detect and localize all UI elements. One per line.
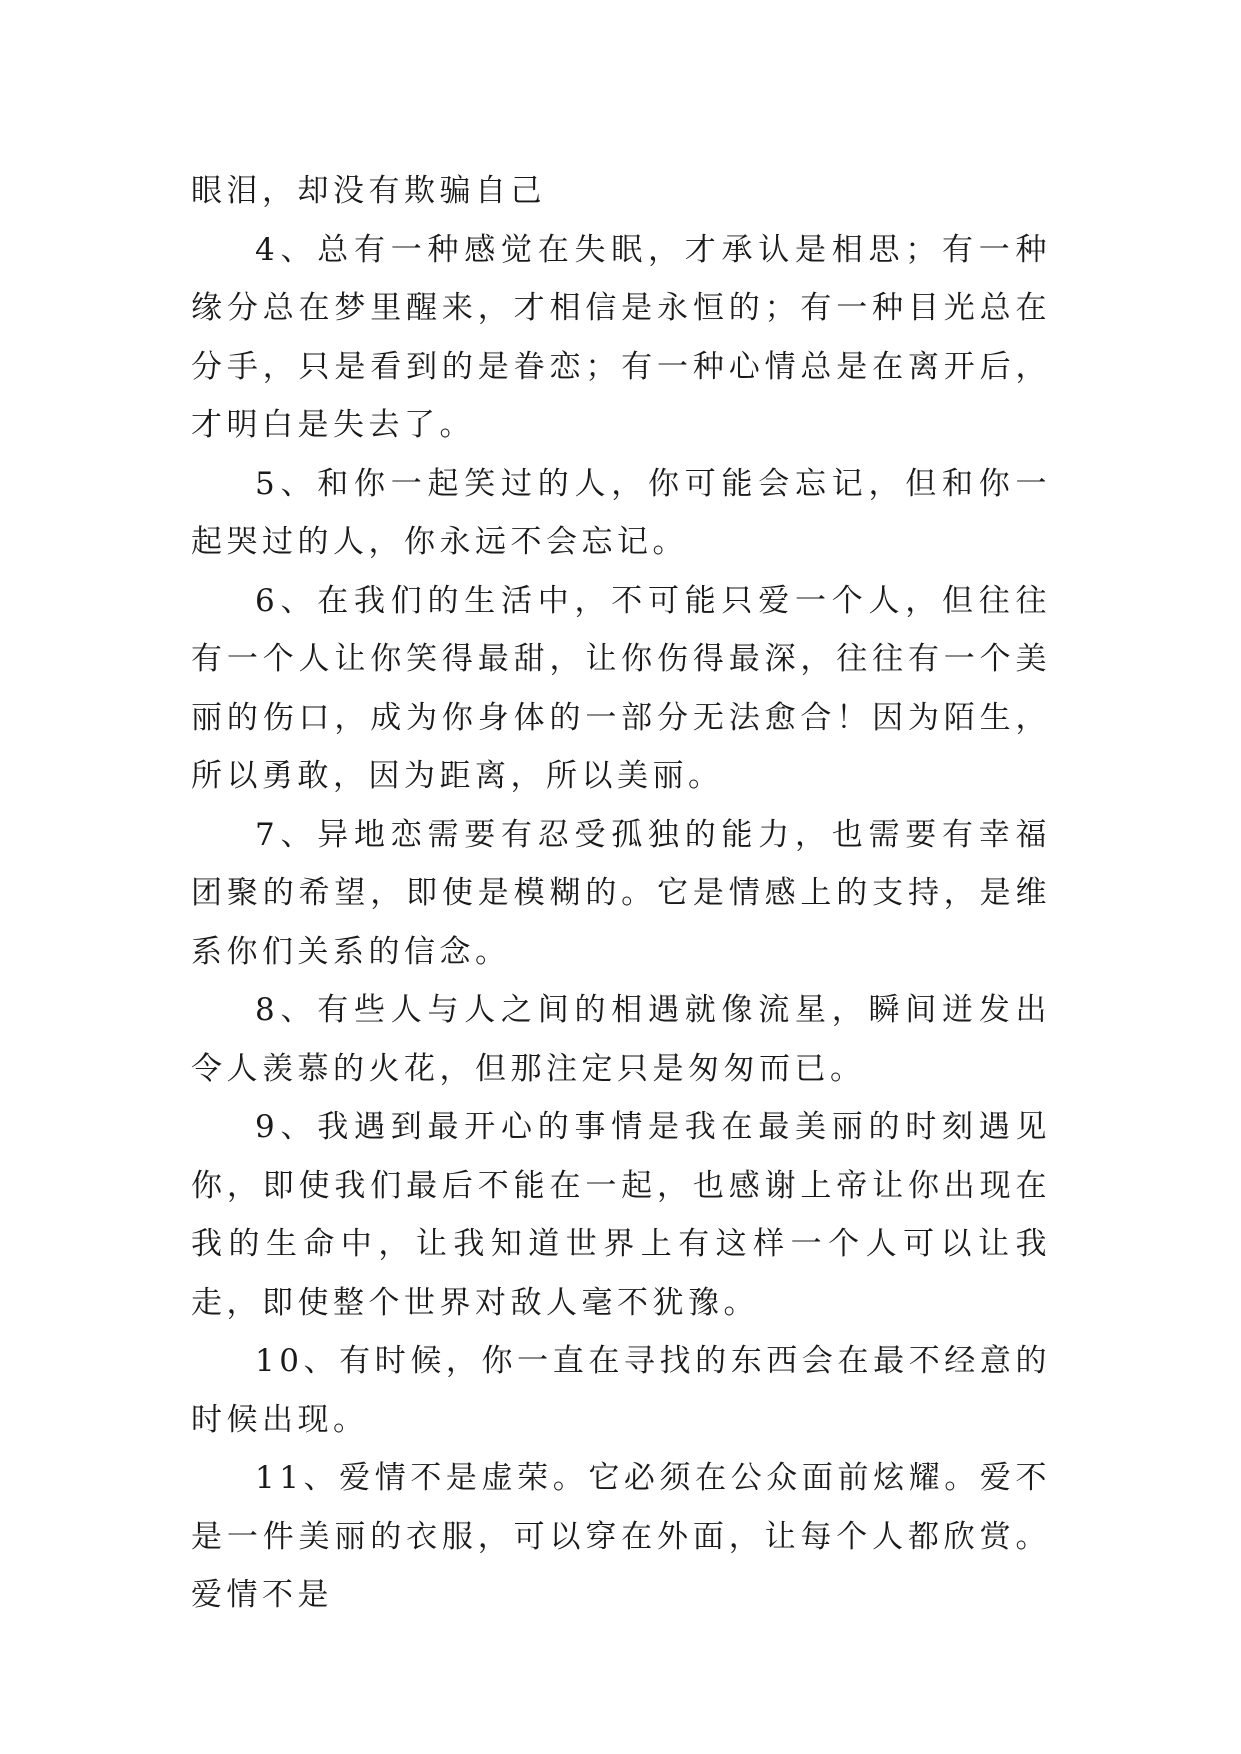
paragraph-item-7: 7、异地恋需要有忍受孤独的能力，也需要有幸福团聚的希望，即使是模糊的。它是情感上的支持，是维系你们关系的信念。 <box>191 816 1051 970</box>
paragraph-continuation: 眼泪，却没有欺骗自己 <box>191 173 546 209</box>
paragraph-item-5: 5、和你一起笑过的人，你可能会忘记，但和你一起哭过的人，你永远不会忘记。 <box>191 465 1051 560</box>
paragraph-item-6: 6、在我们的生活中，不可能只爱一个人，但往往有一个人让你笑得最甜，让你伤得最深，往往有一个美丽的伤口，成为你身体的一部分无法愈合！因为陌生，所以勇敢，因为距离，所以美丽。 <box>191 582 1051 794</box>
paragraph-item-8: 8、有些人与人之间的相遇就像流星，瞬间迸发出令人羡慕的火花，但那注定只是匆匆而已。 <box>191 992 1051 1087</box>
paragraph-item-10: 10、有时候，你一直在寻找的东西会在最不经意的时候出现。 <box>191 1343 1051 1438</box>
paragraph-item-9: 9、我遇到最开心的事情是我在最美丽的时刻遇见你，即使我们最后不能在一起，也感谢上帝让你出现在我的生命中，让我知道世界上有这样一个人可以让我走，即使整个世界对敌人毫不犹豫。 <box>191 1109 1051 1321</box>
paragraph-item-4: 4、总有一种感觉在失眠，才承认是相思；有一种缘分总在梦里醒来，才相信是永恒的；有一种目光总在分手，只是看到的是眷恋；有一种心情总是在离开后，才明白是失去了。 <box>191 231 1051 443</box>
paragraph-item-11: 11、爱情不是虚荣。它必须在公众面前炫耀。爱不是一件美丽的衣服，可以穿在外面，让每个人都欣赏。爱情不是 <box>191 1460 1051 1613</box>
document-body <box>191 162 1051 1625</box>
